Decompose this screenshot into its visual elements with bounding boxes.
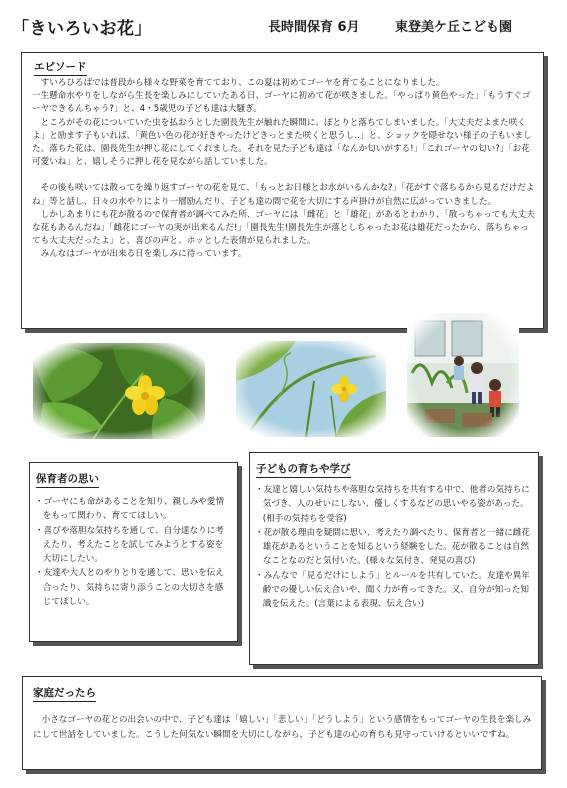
vine-tendril-photo [236, 341, 386, 437]
episode-paragraph: しかしあまりにも花が散るので保育者が調べてみた所、ゴーヤには「雌花」と「雄花」があるとわかり、「散っちゃっても大丈夫な花もあるんだね」「雌花にゴーヤの実が出来るんだ!」「園長先生!園長先生が落としちゃったお花は雄花だったから、落ちちゃっても大丈夫だったよ」と、喜びの声と、ホッとした表情が見られました。 [32, 209, 535, 247]
caregiver-heading: 保育者の思い [36, 471, 99, 488]
children-garden-photo [407, 313, 519, 437]
home-body [33, 713, 533, 742]
page-title: 「きいろいお花」 [12, 19, 152, 39]
episode-body [32, 77, 535, 262]
organization-name: 東登美ケ丘こども園 [395, 20, 513, 35]
episode-heading: エピソード [34, 59, 87, 76]
child-growth-section [249, 452, 539, 665]
home-text: 小さなゴーヤの花との出会いの中で、子ども達は「嬉しい」「悲しい」「どうしよう」という感情をもってゴーヤの生長を楽しみにして世話をしていました。こうした何気ない瞬間を大切にしながら、子ども達の心の育ちも見守っていけるといいですね。 [33, 715, 532, 740]
program-label: 長時間保育 6月 [268, 20, 360, 35]
list-item: ・喜びや落胆な気持ちを通して、自分達なりに考えたり、考えたことを試してみようとする姿を大切にしたい。 [35, 525, 224, 565]
list-item: ・ゴーヤにも命があることを知り、親しみや愛情をもって関わり、育ててほしい。 [35, 497, 225, 522]
list-item: ・友達や大人とのやりとりを通して、思いを伝え合ったり、気持ちに寄り添うことの大切さを感じてほしい。 [35, 568, 224, 608]
episode-paragraph: すいろひろばでは普段から様々な野菜を育てており、この夏は初めてゴーヤを育てることになりました。 [40, 78, 445, 88]
home-heading: 家庭だったら [33, 685, 96, 702]
episode-paragraph: ところがその花についていた虫を払おうとした園長先生が触れた瞬間に、ぽとりと落ちてしまいました。「大丈夫だよまた咲くよ」と励ます子もいれば、「黄色い色の花が好きやったけどきっとまた咲くと思うし‥」と、ショックを隠せない様子の子もいました。落ちた花は、園長先生が押し花にしてくれました。それを見た子ども達は「なんか匂いがする!」「これゴーヤの匂い?」「お花可愛いね」と、嬉しそうに押し花を見ながら話していました。 [32, 117, 532, 168]
growth-heading: 子どもの育ちや学び [256, 461, 351, 478]
gourd-flower-photo [33, 343, 205, 439]
episode-paragraph: 一生懸命水やりをしながら生長を楽しみにしていたある日、ゴーヤに初めて花が咲きました。「やっぱり黄色やった」「もうすぐゴーヤできるんちゃう?」と、4・5歳児の子ども達は大騒ぎ。 [32, 91, 531, 115]
list-item: ・友達と嬉しい気持ちや落胆な気持ちを共有する中で、他者の気持ちに気づき、人のせいにしない、優しくするなどの思いやる姿があった。(相手の気持ちを受容) [255, 485, 530, 524]
episode-paragraph: その後も咲いては散ってを繰り返すゴーヤの花を見て、「もっとお日様とお水がいるんかな?」「花がすぐ落ちるから見るだけだよね」等と話し、日々の水やりにより一層励んだり、子ども達の間で花を大切にする声掛けが自然に広がっていきました。 [32, 183, 535, 207]
episode-paragraph: みんなはゴーヤが出来る日を楽しみに待っています。 [40, 249, 247, 260]
episode-section [21, 52, 544, 329]
list-item: ・花が散る理由を疑問に思い、考えたり調べたり、保育者と一緒に雌花雄花があるということを知るという経験をした。花が散ることは自然なことなのだと気付いた。(様々な気付き、発見の喜び) [255, 527, 531, 567]
at-home-section [22, 676, 542, 770]
list-item: ・みんなで「見るだけにしよう」とルールを共有していた。友達や異年齢での優しい伝え合いや、聞く力が育ってきた。又、自分が知った知識を伝えた。(言葉による表現、伝え合い) [255, 570, 530, 610]
caregiver-thoughts-section [29, 462, 238, 642]
growth-list [255, 483, 535, 612]
caregiver-list [35, 495, 231, 609]
episode-spacer [32, 169, 535, 182]
